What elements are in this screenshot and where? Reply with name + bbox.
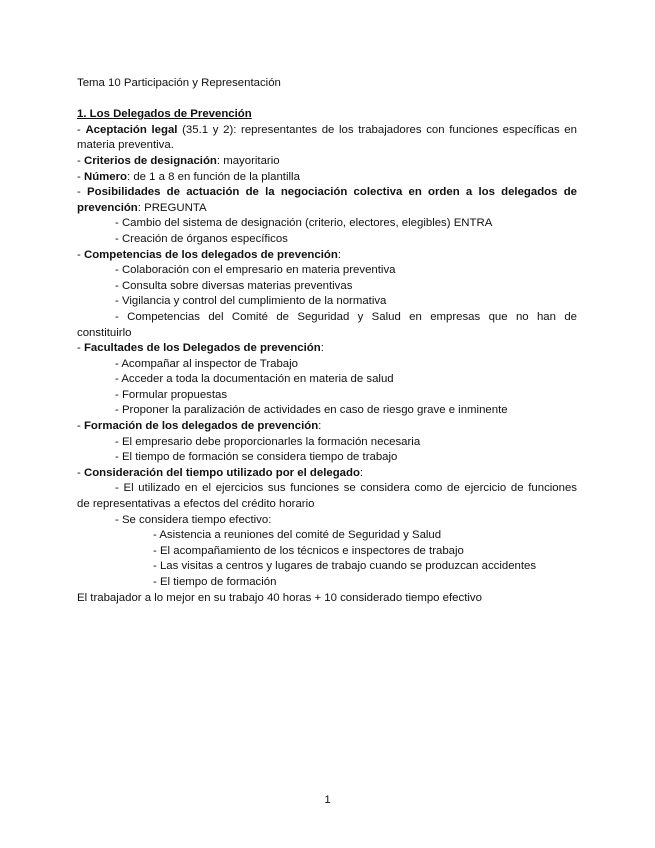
list-item: - Se considera tiempo efectivo:: [115, 513, 272, 526]
page-number: 1: [324, 794, 331, 806]
aceptacion-legal-paragraph: - Aceptación legal (35.1 y 2): representantes de los trabajadores con funciones específicas en materia preventiva.: [77, 123, 577, 152]
criterios-paragraph: - Criterios de designación: mayoritario: [77, 154, 280, 167]
list-item-continuation: de representativas a efectos del crédito horario: [77, 498, 315, 511]
document-body: [77, 76, 577, 606]
criterios-label: Criterios de designación: [83, 154, 217, 167]
numero-paragraph: - Número: de 1 a 8 en función de la plantilla: [77, 170, 300, 183]
consideracion-label: Consideración del tiempo utilizado por el delegado: [83, 466, 360, 479]
list-item: - Creación de órganos específicos: [115, 232, 288, 245]
competencias-paragraph: - Competencias de los delegados de prevención:: [77, 248, 341, 261]
sub-list-item: - Asistencia a reuniones del comité de Seguridad y Salud: [153, 529, 442, 542]
list-item: - Acompañar al inspector de Trabajo: [115, 357, 298, 370]
competencias-label: Competencias de los delegados de prevención: [83, 248, 338, 261]
list-item: - Colaboración con el empresario en materia preventiva: [115, 264, 396, 277]
list-item: - Formular propuestas: [115, 388, 228, 401]
list-item: - Competencias del Comité de Seguridad y Salud en empresas que no han de: [115, 310, 577, 323]
list-item: - Vigilancia y control del cumplimiento de la normativa: [115, 295, 387, 308]
sub-list-item: - Las visitas a centros y lugares de trabajo cuando se produzcan accidentes: [153, 560, 537, 573]
facultades-paragraph: - Facultades de los Delegados de prevención:: [77, 342, 324, 355]
list-item: - Acceder a toda la documentación en materia de salud: [115, 373, 394, 386]
posibilidades-label: Posibilidades de actuación de la negociación colectiva en orden a los delegados de prevención: [77, 186, 577, 214]
list-item: - Proponer la paralización de actividades en caso de riesgo grave e inminente: [115, 404, 508, 417]
posibilidades-paragraph: - Posibilidades de actuación de la negociación colectiva en orden a los delegados de prevención: PREGUNTA: [77, 186, 577, 214]
list-item: - El tiempo de formación se considera tiempo de trabajo: [115, 451, 398, 464]
formacion-label: Formación de los delegados de prevención: [83, 420, 319, 433]
sub-list-item: - El acompañamiento de los técnicos e inspectores de trabajo: [153, 544, 464, 557]
consideracion-paragraph: - Consideración del tiempo utilizado por el delegado:: [77, 466, 364, 479]
document-title: Tema 10 Participación y Representación: [77, 77, 281, 89]
aceptacion-legal-label: Aceptación legal: [85, 123, 178, 136]
list-item-continuation: constituirlo: [77, 326, 132, 339]
section-heading: 1. Los Delegados de Prevención: [77, 108, 252, 121]
list-item: - Consulta sobre diversas materias preventivas: [115, 279, 353, 292]
sub-list-item: - El tiempo de formación: [153, 576, 277, 588]
closing-note: El trabajador a lo mejor en su trabajo 40 horas + 10 considerado tiempo efectivo: [77, 591, 482, 604]
formacion-paragraph: - Formación de los delegados de prevención:: [77, 420, 322, 433]
list-item: - Cambio del sistema de designación (criterio, electores, elegibles) ENTRA: [115, 217, 493, 230]
list-item: - El empresario debe proporcionarles la formación necesaria: [115, 435, 421, 448]
list-item: - El utilizado en el ejercicios sus funciones se considera como de ejercicio de funciones: [115, 482, 577, 495]
facultades-label: Facultades de los Delegados de prevención: [83, 342, 321, 355]
numero-label: Número: [83, 170, 128, 183]
